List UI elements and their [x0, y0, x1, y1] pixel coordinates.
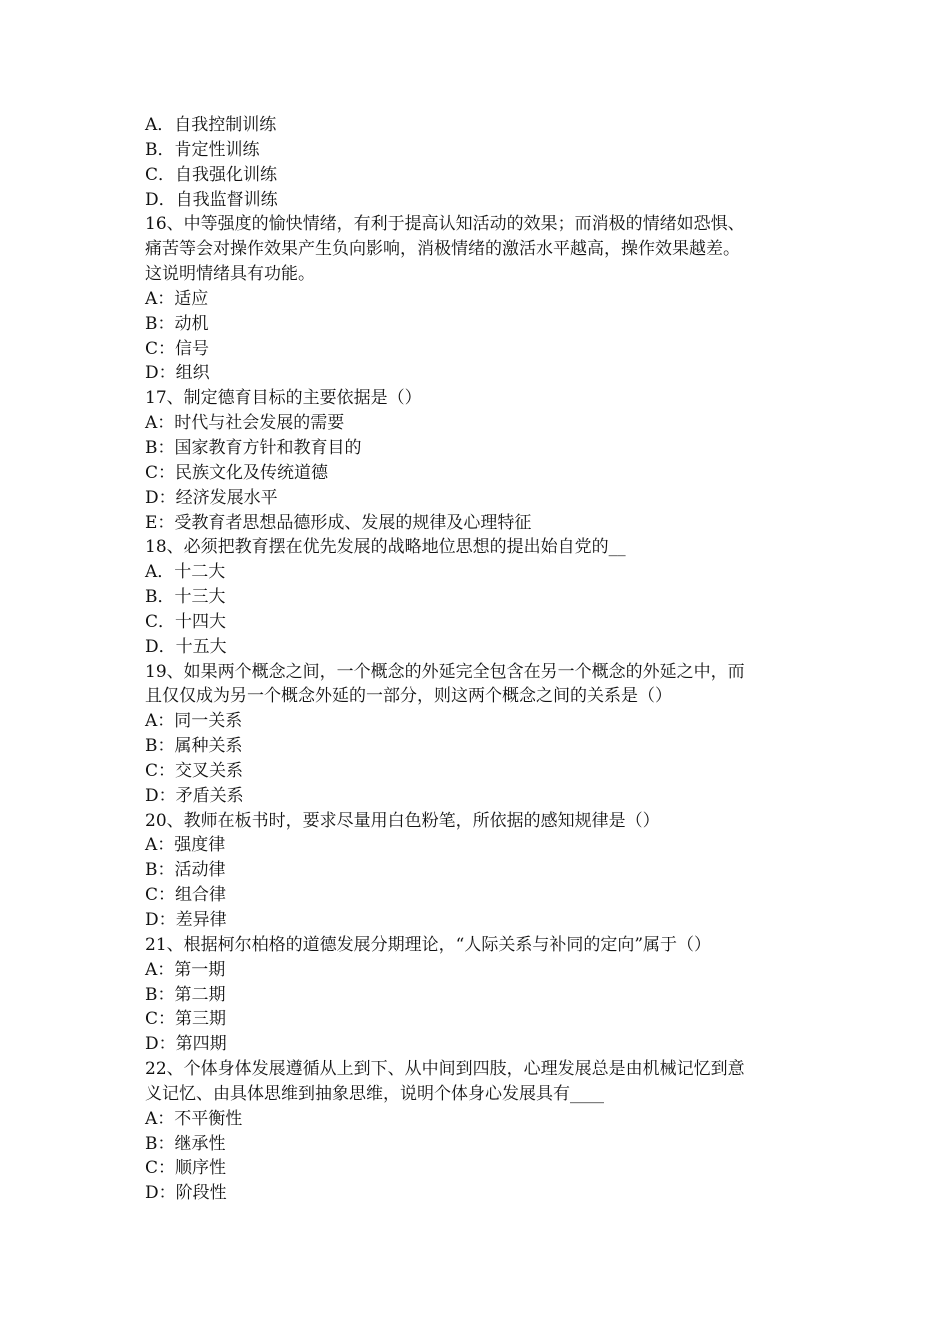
q20-option-c: C：组合律 [145, 885, 227, 906]
q20-option-a: A：强度律 [145, 835, 226, 856]
q16-option-c: C：信号 [145, 338, 210, 359]
q19-option-d: D：矛盾关系 [145, 785, 244, 806]
option-d: D．自我监督训练 [145, 189, 278, 210]
option-c: C．自我强化训练 [145, 164, 278, 185]
q17-option-b: B：国家教育方针和教育目的 [145, 437, 362, 458]
question-16-line-1: 16、中等强度的愉快情绪，有利于提高认知活动的效果；而消极的情绪如恐惧、 [145, 214, 745, 235]
question-17: 17、制定德育目标的主要依据是（） [145, 388, 422, 409]
question-21: 21、根据柯尔柏格的道德发展分期理论，“人际关系与补同的定向”属于（） [145, 934, 712, 955]
q21-option-a: A：第一期 [145, 959, 226, 980]
question-22-line-1: 22、个体身体发展遵循从上到下、从中间到四肢，心理发展总是由机械记忆到意 [145, 1059, 745, 1080]
q17-option-e: E：受教育者思想品德形成、发展的规律及心理特征 [145, 512, 532, 533]
q16-option-b: B：动机 [145, 313, 209, 334]
option-a: A．自我控制训练 [145, 115, 277, 135]
q17-option-d: D：经济发展水平 [145, 487, 278, 508]
question-16-line-3: 这说明情绪具有功能。 [145, 264, 315, 285]
question-19-line-1: 19、如果两个概念之间，一个概念的外延完全包含在另一个概念的外延之中，而 [145, 661, 745, 682]
option-b: B．肯定性训练 [145, 139, 260, 160]
question-19-line-2: 且仅仅成为另一个概念外延的一部分，则这两个概念之间的关系是（） [145, 686, 672, 707]
q22-option-a: A：不平衡性 [145, 1108, 243, 1129]
q19-option-a: A：同一关系 [145, 711, 243, 732]
q22-option-c: C：顺序性 [145, 1158, 227, 1179]
q20-option-d: D：差异律 [145, 910, 227, 930]
q18-option-a: A．十二大 [145, 562, 226, 583]
q20-option-b: B：活动律 [145, 860, 226, 881]
q17-option-c: C：民族文化及传统道德 [145, 462, 329, 483]
q22-option-d: D：阶段性 [145, 1183, 227, 1204]
q19-option-c: C：交叉关系 [145, 760, 244, 781]
q19-option-b: B：属种关系 [145, 736, 243, 757]
q16-option-a: A：适应 [145, 288, 209, 309]
q18-option-d: D．十五大 [145, 636, 227, 657]
q18-option-b: B．十三大 [145, 587, 226, 608]
question-20: 20、教师在板书时，要求尽量用白色粉笔，所依据的感知规律是（） [145, 810, 660, 831]
q16-option-d: D：组织 [145, 363, 210, 384]
question-22-line-2: 义记忆、由具体思维到抽象思维，说明个体身心发展具有____ [145, 1083, 604, 1104]
question-18: 18、必须把教育摆在优先发展的战略地位思想的提出始自党的__ [145, 537, 626, 558]
q18-option-c: C．十四大 [145, 611, 227, 632]
question-text-block [145, 113, 810, 1206]
q17-option-a: A：时代与社会发展的需要 [145, 413, 345, 434]
q21-option-c: C：第三期 [145, 1009, 227, 1030]
q21-option-d: D：第四期 [145, 1034, 227, 1055]
q21-option-b: B：第二期 [145, 984, 226, 1005]
question-16-line-2: 痛苦等会对操作效果产生负向影响，消极情绪的激活水平越高，操作效果越差。 [145, 239, 740, 260]
q22-option-b: B：继承性 [145, 1133, 226, 1154]
